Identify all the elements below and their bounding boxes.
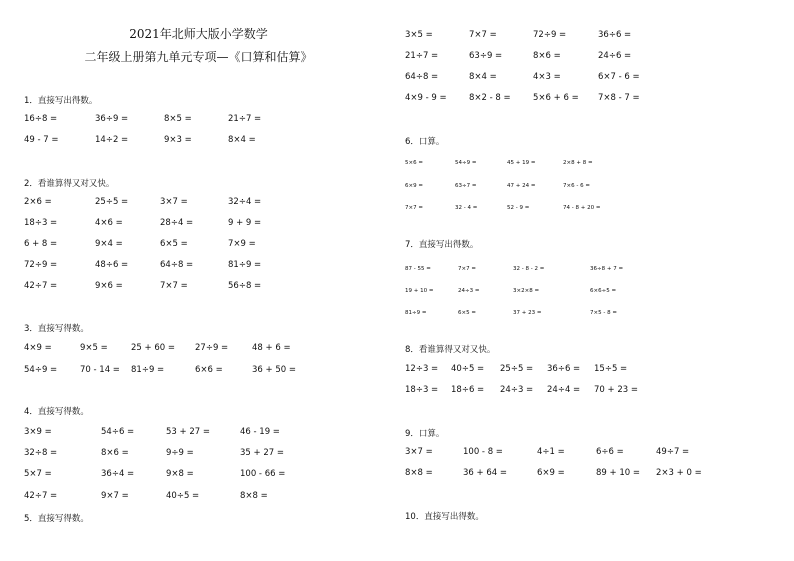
math-problem: 49 - 7 =	[24, 135, 59, 145]
math-problem: 7×7 =	[469, 30, 497, 40]
math-problem: 53 + 27 =	[166, 427, 210, 437]
math-problem: 42÷7 =	[24, 491, 58, 501]
math-problem: 6×6 =	[195, 365, 223, 375]
math-problem: 4×9 =	[24, 343, 52, 353]
math-problem: 32 - 4 =	[455, 205, 478, 211]
math-problem: 9 + 9 =	[228, 218, 262, 228]
math-problem: 6÷6 =	[596, 447, 624, 457]
math-problem: 3×7 =	[405, 447, 433, 457]
math-problem: 7×7 =	[458, 266, 476, 272]
math-problem: 9×7 =	[101, 491, 129, 501]
math-problem: 7×7 =	[405, 205, 423, 211]
math-problem: 8×6 =	[101, 448, 129, 458]
math-problem: 7×6 - 6 =	[563, 183, 590, 189]
math-problem: 47 + 24 =	[507, 183, 536, 189]
section-heading: 3．直接写得数。	[24, 324, 89, 334]
math-problem: 6×9 =	[405, 183, 423, 189]
math-problem: 63÷7 =	[455, 183, 477, 189]
math-problem: 36÷8 + 7 =	[590, 266, 624, 272]
math-problem: 6 + 8 =	[24, 239, 58, 249]
math-problem: 2×8 + 8 =	[563, 160, 593, 166]
section-heading: 1．直接写出得数。	[24, 96, 98, 106]
math-problem: 21÷7 =	[228, 114, 262, 124]
math-problem: 15÷5 =	[594, 364, 628, 374]
section-heading: 10．直接写出得数。	[405, 512, 484, 522]
math-problem: 54÷9 =	[24, 365, 58, 375]
math-problem: 25÷5 =	[500, 364, 534, 374]
math-problem: 19 + 10 =	[405, 288, 434, 294]
math-problem: 8×5 =	[164, 114, 192, 124]
math-problem: 2×3 + 0 =	[656, 468, 702, 478]
math-problem: 24÷3 =	[500, 385, 534, 395]
math-problem: 2×6 =	[24, 197, 52, 207]
section-heading: 4．直接写得数。	[24, 407, 89, 417]
math-problem: 52 - 9 =	[507, 205, 530, 211]
math-problem: 18÷6 =	[451, 385, 485, 395]
math-problem: 36÷6 =	[547, 364, 581, 374]
math-problem: 27÷9 =	[195, 343, 229, 353]
math-problem: 24÷4 =	[547, 385, 581, 395]
math-problem: 36÷6 =	[598, 30, 632, 40]
section-heading: 8．看谁算得又对又快。	[405, 345, 496, 355]
math-problem: 70 + 23 =	[594, 385, 638, 395]
math-problem: 89 + 10 =	[596, 468, 640, 478]
math-problem: 4×6 =	[95, 218, 123, 228]
math-problem: 9×3 =	[164, 135, 192, 145]
math-problem: 32 - 8 - 2 =	[513, 266, 545, 272]
math-problem: 6×6÷5 =	[590, 288, 617, 294]
math-problem: 18÷3 =	[24, 218, 58, 228]
math-problem: 6×9 =	[537, 468, 565, 478]
math-problem: 21÷7 =	[405, 51, 439, 61]
math-problem: 70 - 14 =	[80, 365, 120, 375]
math-problem: 36 + 50 =	[252, 365, 296, 375]
math-problem: 36 + 64 =	[463, 468, 507, 478]
math-problem: 37 + 23 =	[513, 310, 542, 316]
math-problem: 81÷9 =	[405, 310, 427, 316]
math-problem: 7×8 - 7 =	[598, 93, 640, 103]
section-heading: 5．直接写得数。	[24, 514, 89, 524]
math-problem: 6×5 =	[458, 310, 476, 316]
math-problem: 74 - 8 + 20 =	[563, 205, 601, 211]
section-heading: 2．看谁算得又对又快。	[24, 179, 115, 189]
math-problem: 5×6 + 6 =	[533, 93, 579, 103]
math-problem: 48÷6 =	[95, 260, 129, 270]
math-problem: 9÷9 =	[166, 448, 194, 458]
math-problem: 81÷9 =	[228, 260, 262, 270]
math-problem: 49÷7 =	[656, 447, 690, 457]
math-problem: 28÷4 =	[160, 218, 194, 228]
math-problem: 40÷5 =	[166, 491, 200, 501]
math-problem: 32÷8 =	[24, 448, 58, 458]
math-problem: 7×9 =	[228, 239, 256, 249]
math-problem: 6×7 - 6 =	[598, 72, 640, 82]
math-problem: 24÷6 =	[598, 51, 632, 61]
math-problem: 100 - 66 =	[240, 469, 286, 479]
math-problem: 63÷9 =	[469, 51, 503, 61]
math-problem: 36÷4 =	[101, 469, 135, 479]
section-heading: 9．口算。	[405, 429, 445, 439]
math-problem: 4×3 =	[533, 72, 561, 82]
math-problem: 8×4 =	[228, 135, 256, 145]
math-problem: 100 - 8 =	[463, 447, 503, 457]
math-problem: 72÷9 =	[533, 30, 567, 40]
math-problem: 48 + 6 =	[252, 343, 291, 353]
math-problem: 8×4 =	[469, 72, 497, 82]
math-problem: 9×8 =	[166, 469, 194, 479]
math-problem: 3×7 =	[160, 197, 188, 207]
math-problem: 46 - 19 =	[240, 427, 280, 437]
math-problem: 72÷9 =	[24, 260, 58, 270]
math-problem: 54÷9 =	[455, 160, 477, 166]
math-problem: 12÷3 =	[405, 364, 439, 374]
math-problem: 6×5 =	[160, 239, 188, 249]
math-problem: 42÷7 =	[24, 281, 58, 291]
math-problem: 9×4 =	[95, 239, 123, 249]
section-heading: 6．口算。	[405, 137, 445, 147]
math-problem: 64÷8 =	[160, 260, 194, 270]
math-problem: 8×8 =	[405, 468, 433, 478]
math-problem: 14÷2 =	[95, 135, 129, 145]
math-problem: 8×2 - 8 =	[469, 93, 511, 103]
section-heading: 7．直接写出得数。	[405, 240, 479, 250]
math-problem: 7×5 - 8 =	[590, 310, 617, 316]
math-problem: 54÷6 =	[101, 427, 135, 437]
math-problem: 56÷8 =	[228, 281, 262, 291]
math-problem: 45 + 19 =	[507, 160, 536, 166]
math-problem: 7×7 =	[160, 281, 188, 291]
math-problem: 16÷8 =	[24, 114, 58, 124]
math-problem: 5×7 =	[24, 469, 52, 479]
page-title: 2021年北师大版小学数学	[129, 27, 268, 41]
math-problem: 35 + 27 =	[240, 448, 284, 458]
math-problem: 32÷4 =	[228, 197, 262, 207]
math-problem: 4×9 - 9 =	[405, 93, 447, 103]
math-problem: 8×8 =	[240, 491, 268, 501]
page-subtitle: 二年级上册第九单元专项—《口算和估算》	[84, 50, 313, 64]
math-problem: 64÷8 =	[405, 72, 439, 82]
math-problem: 3×5 =	[405, 30, 433, 40]
math-problem: 25 + 60 =	[131, 343, 175, 353]
math-problem: 24÷3 =	[458, 288, 480, 294]
math-problem: 87 - 55 =	[405, 266, 431, 272]
math-problem: 3×2×8 =	[513, 288, 540, 294]
math-problem: 3×9 =	[24, 427, 52, 437]
math-problem: 18÷3 =	[405, 385, 439, 395]
math-problem: 4÷1 =	[537, 447, 565, 457]
math-problem: 40÷5 =	[451, 364, 485, 374]
math-problem: 9×6 =	[95, 281, 123, 291]
math-problem: 81÷9 =	[131, 365, 165, 375]
math-problem: 25÷5 =	[95, 197, 129, 207]
math-problem: 9×5 =	[80, 343, 108, 353]
math-problem: 5×6 =	[405, 160, 423, 166]
math-problem: 36÷9 =	[95, 114, 129, 124]
math-problem: 8×6 =	[533, 51, 561, 61]
